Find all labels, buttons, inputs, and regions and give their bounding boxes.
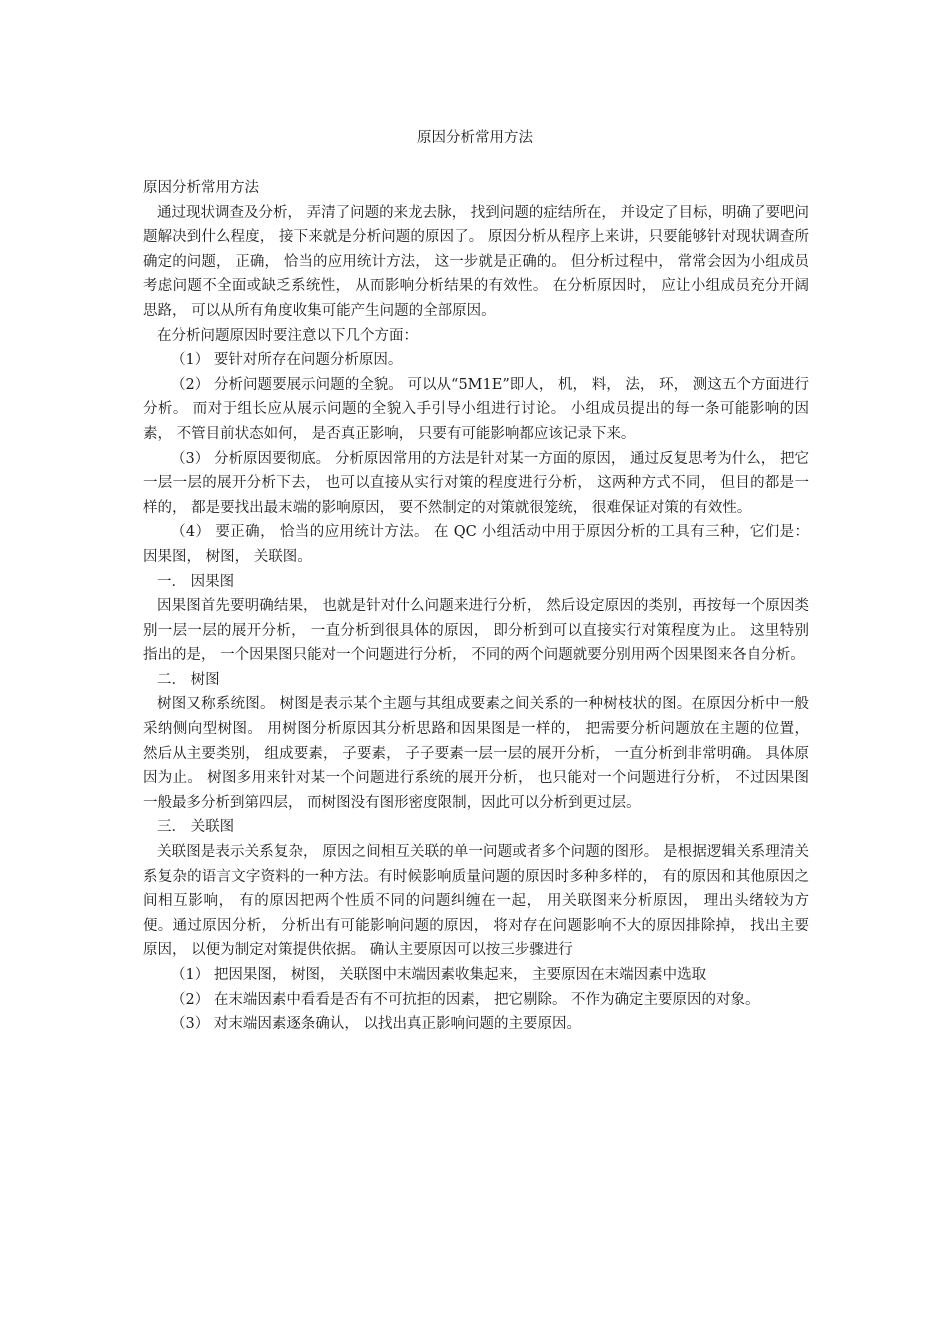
paragraph-intro: 通过现状调查及分析， 弄清了问题的来龙去脉， 找到问题的症结所在， 并设定了目标，明确了要吧问题解决到什么程度， 接下来就是分析问题的原因了。 原因分析从程序上来讲，只要能够针对现状调查所确定的问题， 正确， 恰当的应用统计方法， 这一步就是正确的。 但分析过程中， 常常会因为小组成员考虑问题不全面或缺乏系统性， 从而影响分析结果的有效性。 在分析原因时， 应让小组成员充分开阔思路， 可以从所有角度收集可能产生问题的全部原因。 [143,204,809,319]
subheading-cause-effect: 一． 因果图 [157,573,235,590]
step-item-2: （2） 在末端因素中看看是否有不可抗拒的因素， 把它剔除。 不作为确定主要原因的对象。 [171,991,760,1008]
list-item-4: （4） 要正确， 恰当的应用统计方法。 在 QC 小组活动中用于原因分析的工具有三种，它们是： 因果图， 树图， 关联图。 [143,524,809,565]
subheading-relation: 三． 关联图 [157,819,235,836]
document-title: 原因分析常用方法 [417,130,533,146]
section-heading: 原因分析常用方法 [143,180,259,196]
paragraph-cause-effect: 因果图首先要明确结果， 也就是针对什么问题来进行分析， 然后设定原因的类别，再按每一个原因类别一层一层的展开分析， 一直分析到很具体的原因， 即分析到可以直接实行对策程度为止。 这里特别指出的是， 一个因果图只能对一个问题进行分析， 不同的两个问题就要分别用两个因果图来各自分析。 [143,598,809,664]
list-item-2: （2） 分析问题要展示问题的全貌。 可以从“5M1E”即人， 机， 料， 法， 环， 测这五个方面进行分析。 而对于组长应从展示问题的全貌入手引导小组进行讨论。 小组成员提出的每一条可能影响的因素， 不管目前状态如何， 是否真正影响， 只要有可能影响都应该记录下来。 [143,376,809,442]
paragraph-relation: 关联图是表示关系复杂， 原因之间相互关联的单一问题或者多个问题的图形。 是根据逻辑关系理清关系复杂的语言文字资料的一种方法。有时候影响质量问题的原因时多种多样的， 有的原因和其他原因之间相互影响， 有的原因把两个性质不同的问题纠缠在一起， 用关联图来分析原因， 理出头绪较为方便。通过原因分析， 分析出有可能影响问题的原因， 将对存在问题影响不大的原因排除掉， 找出主要原因， 以便为制定对策提供依据。 确认主要原因可以按三步骤进行 [143,844,809,959]
paragraph-aspects-lead: 在分析问题原因时要注意以下几个方面： [157,327,418,344]
subheading-tree: 二． 树图 [157,671,220,688]
step-item-3: （3） 对末端因素逐条确认， 以找出真正影响问题的主要原因。 [171,1016,581,1033]
list-item-3: （3） 分析原因要彻底。 分析原因常用的方法是针对某一方面的原因， 通过反复思考为什么， 把它一层一层的展开分析下去， 也可以直接从实行对策的程度进行分析， 这两种方式不同， 但目的都是一样的， 都是要找出最末端的影响原因， 要不然制定的对策就很笼统， 很难保证对策的有效性。 [143,450,809,516]
list-item-1: （1） 要针对所存在问题分析原因。 [171,352,403,369]
document-body [143,176,809,1037]
step-item-1: （1） 把因果图， 树图， 关联图中末端因素收集起来， 主要原因在末端因素中选取 [171,967,707,983]
paragraph-tree: 树图又称系统图。 树图是表示某个主题与其组成要素之间关系的一种树枝状的图。在原因分析中一般采纳侧向型树图。 用树图分析原因其分析思路和因果图是一样的， 把需要分析问题放在主题的位置， 然后从主要类别， 组成要素， 子要素， 子子要素一层一层的展开分析， 一直分析到非常明确。 具体原因为止。 树图多用来针对某一个问题进行系统的展开分析， 也只能对一个问题进行分析， 不过因果图一般最多分析到第四层， 而树图没有图形密度限制，因此可以分析到更过层。 [143,696,809,811]
